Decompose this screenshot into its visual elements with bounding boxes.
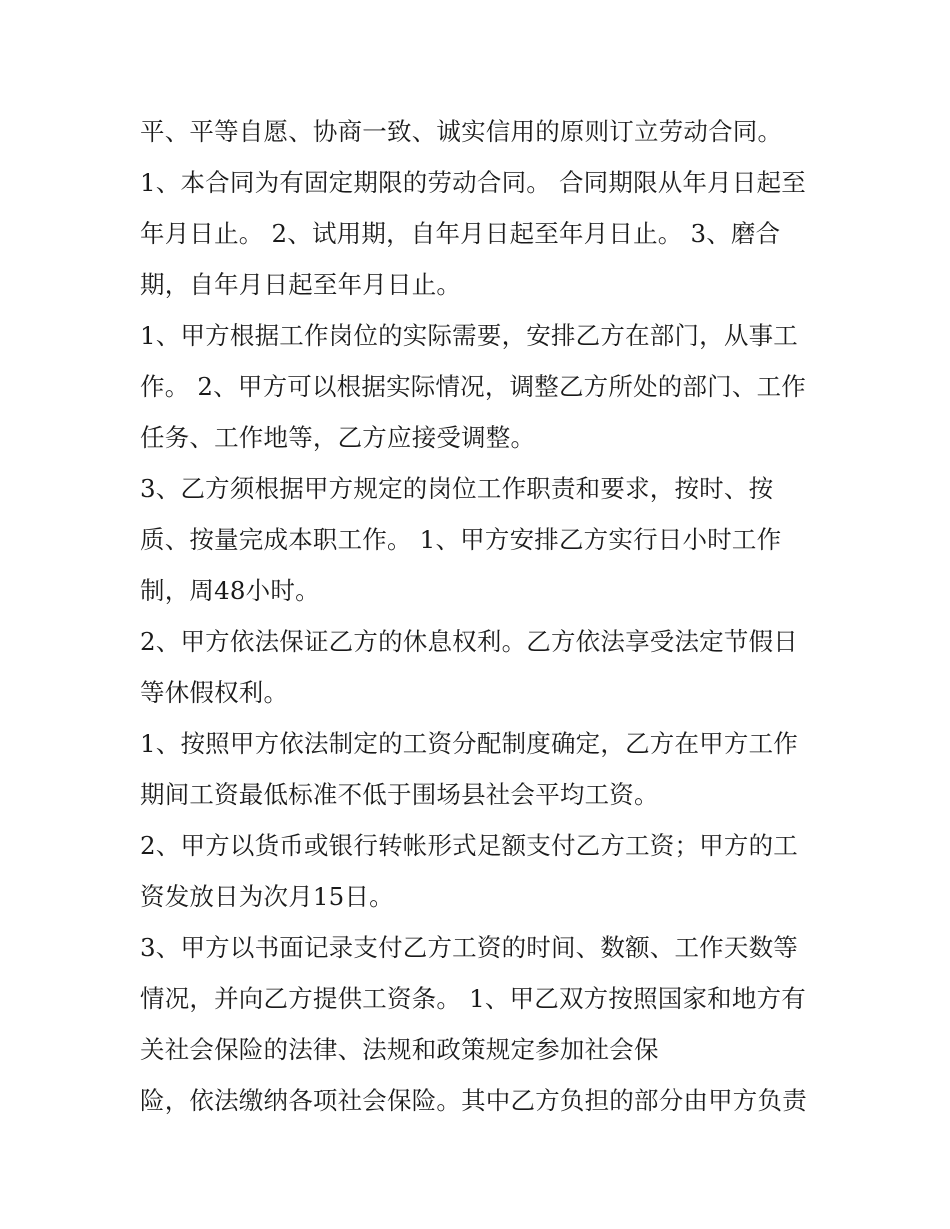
text-line: 3、甲方以书面记录支付乙方工资的时间、数额、工作天数等 xyxy=(140,933,798,962)
text-line: 2、甲方依法保证乙方的休息权利。乙方依法享受法定节假日 xyxy=(140,627,798,656)
text-line: 年月日止。 2、试用期，自年月日起至年月日止。 3、磨合 xyxy=(140,219,781,248)
text-line: 作。 2、甲方可以根据实际情况，调整乙方所处的部门、工作 xyxy=(140,372,806,401)
text-line: 1、按照甲方依法制定的工资分配制度确定，乙方在甲方工作 xyxy=(140,729,798,758)
text-line: 情况，并向乙方提供工资条。 1、甲乙双方按照国家和地方有 xyxy=(140,984,806,1013)
text-line: 期间工资最低标准不低于围场县社会平均工资。 xyxy=(140,780,659,809)
text-line: 3、乙方须根据甲方规定的岗位工作职责和要求，按时、按 xyxy=(140,474,774,503)
text-line: 1、甲方根据工作岗位的实际需要，安排乙方在部门，从事工 xyxy=(140,321,798,350)
text-line: 质、按量完成本职工作。 1、甲方安排乙方实行日小时工作 xyxy=(140,525,782,554)
text-line: 资发放日为次月15日。 xyxy=(140,882,394,911)
text-line: 期，自年月日起至年月日止。 xyxy=(140,270,462,299)
text-line: 任务、工作地等，乙方应接受调整。 xyxy=(140,423,536,452)
text-line: 险，依法缴纳各项社会保险。其中乙方负担的部分由甲方负责 xyxy=(140,1086,807,1115)
text-line: 关社会保险的法律、法规和政策规定参加社会保 xyxy=(140,1035,659,1064)
text-line: 1、本合同为有固定期限的劳动合同。 合同期限从年月日起至 xyxy=(140,168,806,197)
text-line: 平、平等自愿、协商一致、诚实信用的原则订立劳动合同。 xyxy=(140,117,783,146)
text-line: 2、甲方以货币或银行转帐形式足额支付乙方工资；甲方的工 xyxy=(140,831,798,860)
text-line: 等休假权利。 xyxy=(140,678,289,707)
text-line: 制，周48小时。 xyxy=(140,576,320,605)
contract-body-text xyxy=(140,106,830,1126)
